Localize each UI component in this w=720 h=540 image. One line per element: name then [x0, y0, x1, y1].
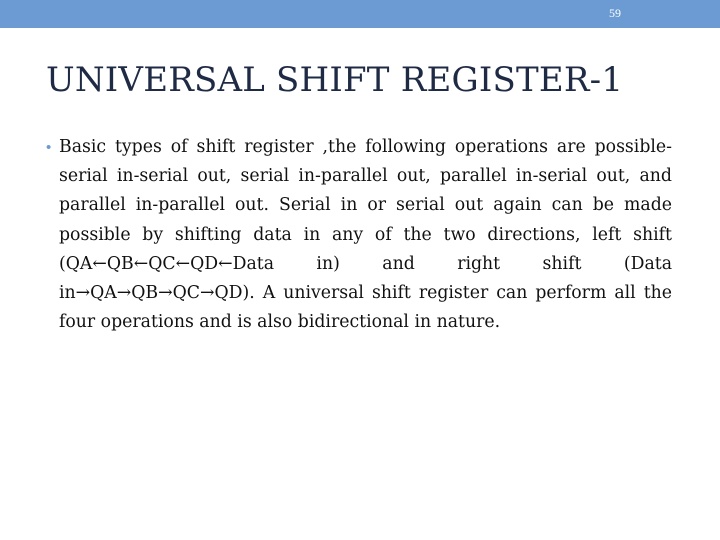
page-number: 59 [609, 6, 621, 20]
bullet-item [46, 133, 672, 337]
slide-title: UNIVERSAL SHIFT REGISTER-1 [46, 60, 624, 100]
bullet-text: Basic types of shift register ,the following operations are possible-serial in-serial out, serial in-parallel out, parallel in-serial out, and parallel in-parallel out. Serial in or serial out again can be made possible by shifting data in any of the two directions, left shift (QA←QB←QC←QD←Data in) and right shift (Data in→QA→QB→QC→QD). A universal shift register can perform all the four operations and is also bidirectional in nature. [59, 137, 672, 333]
bullet-icon: • [46, 139, 52, 156]
header-band [0, 0, 720, 28]
